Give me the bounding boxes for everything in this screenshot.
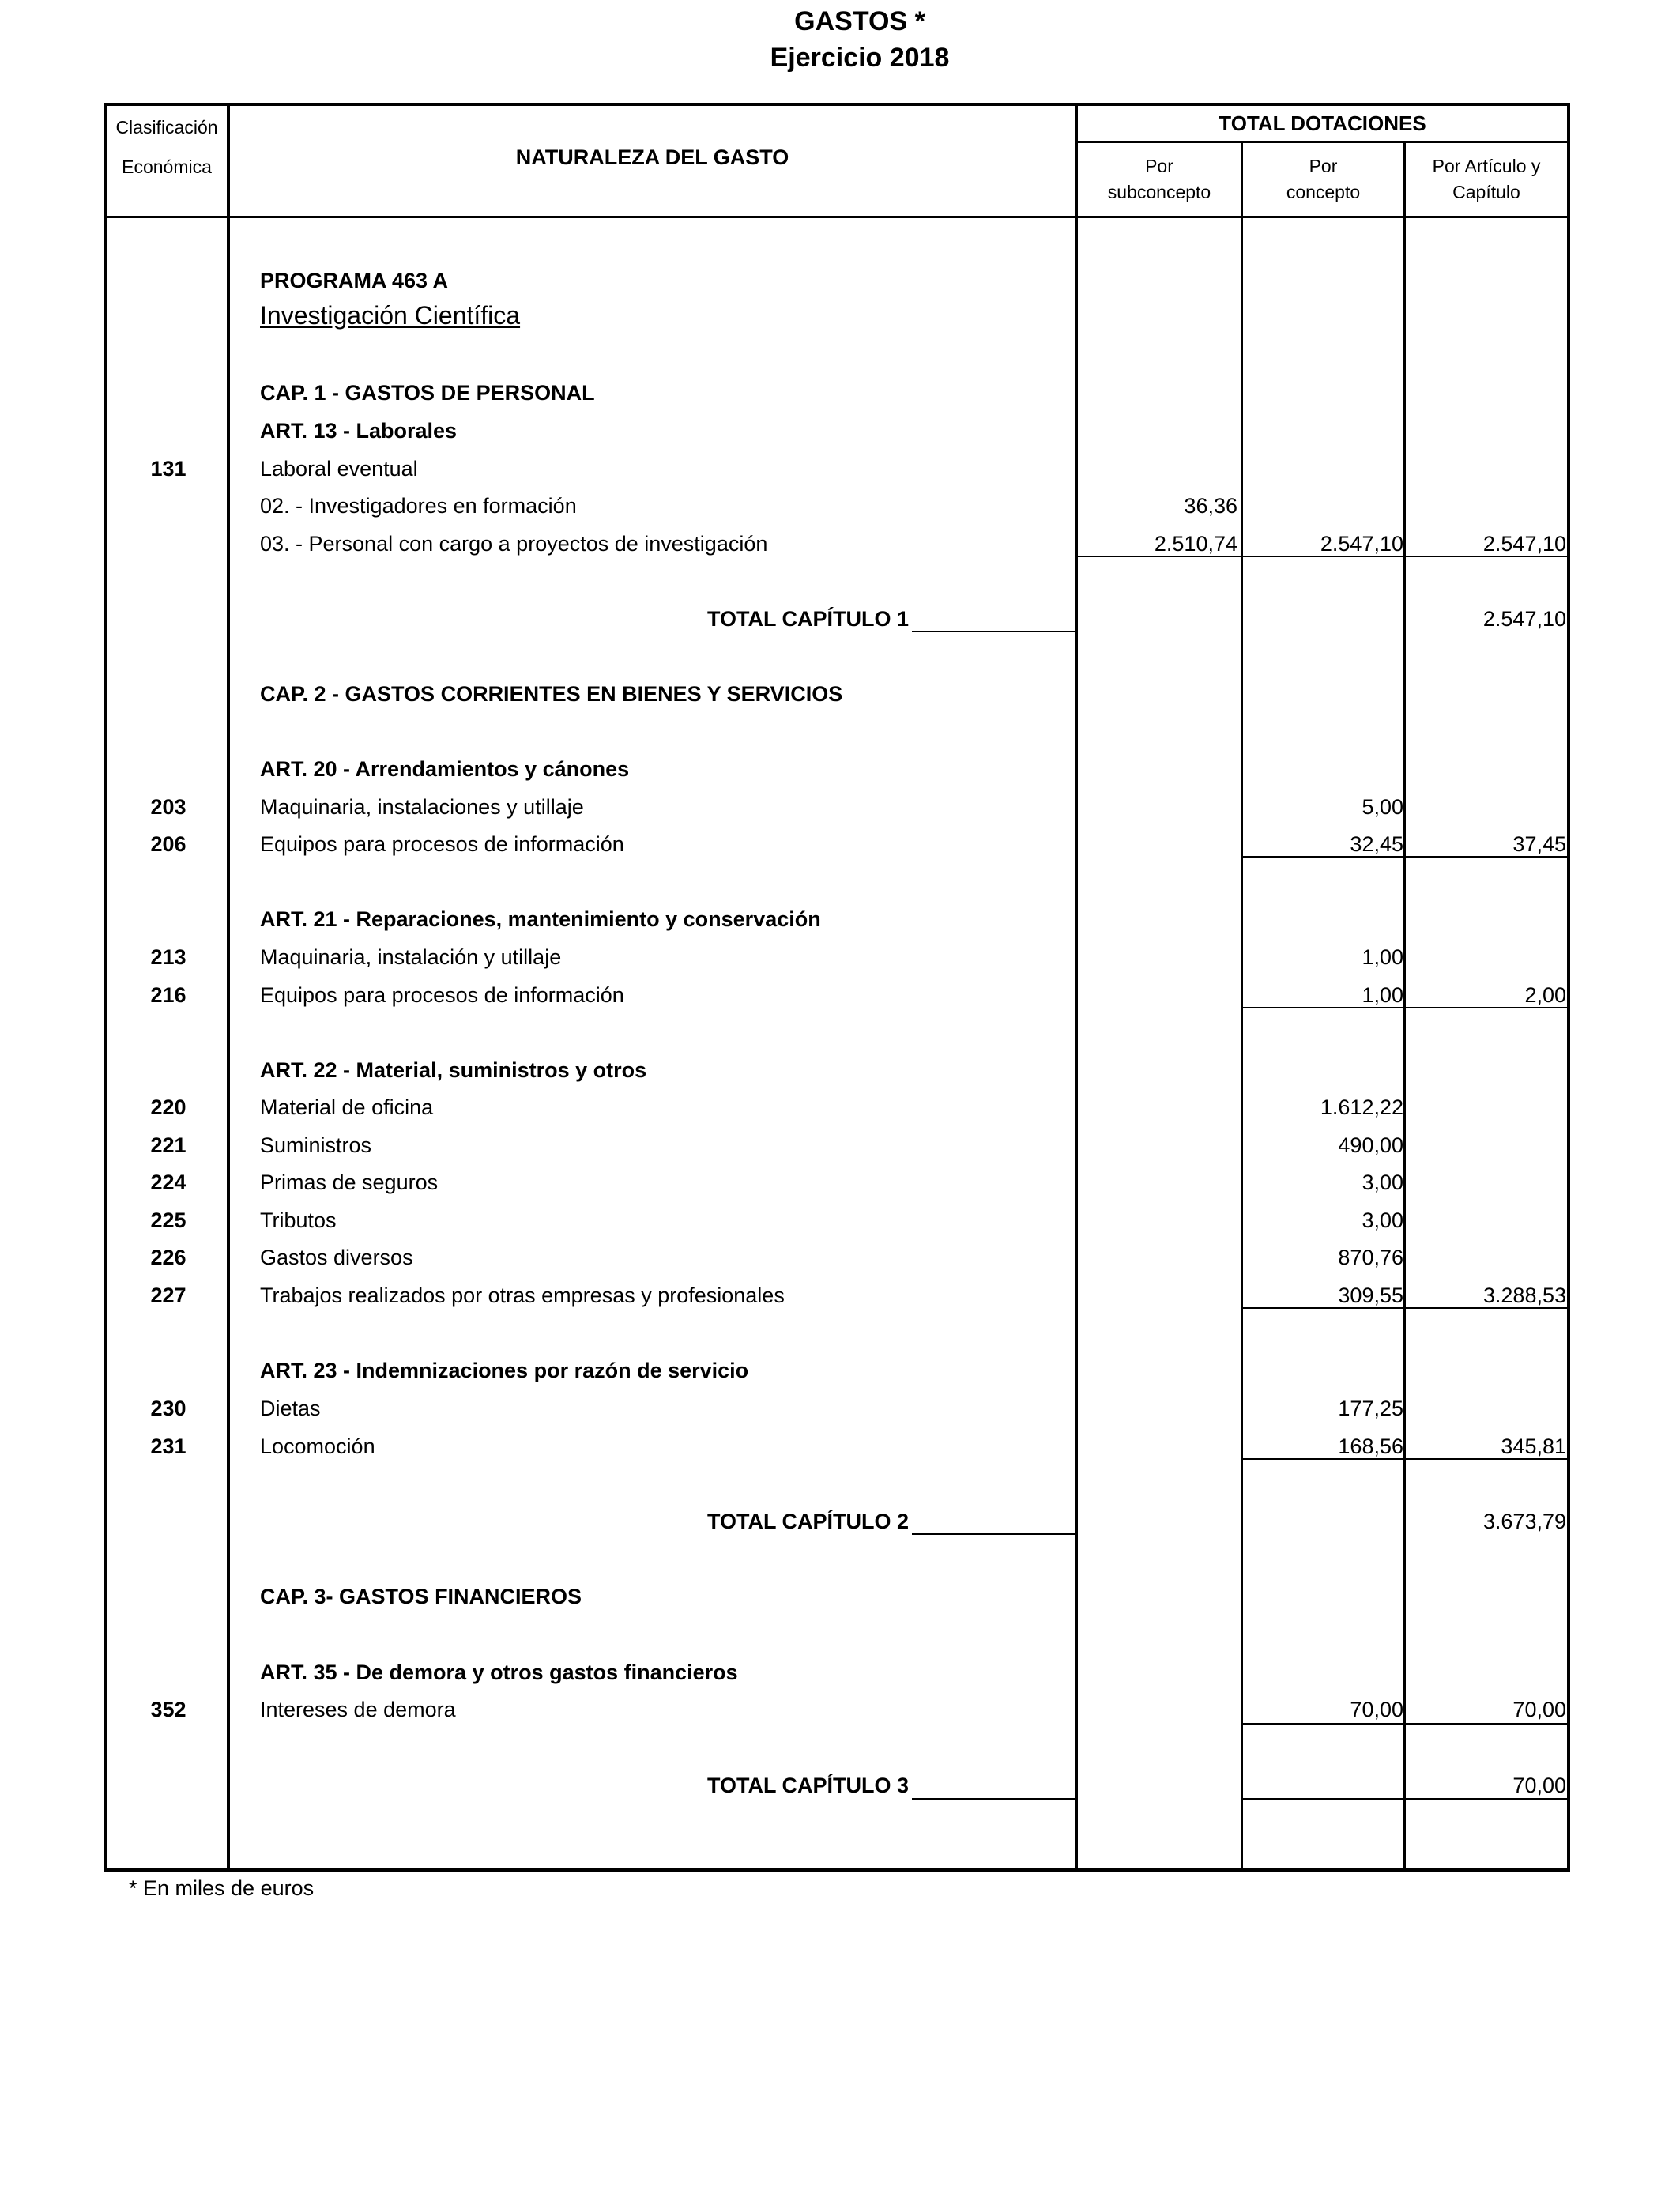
row-code: 224 [150, 1171, 186, 1194]
row-description: 03. - Personal con cargo a proyectos de investigación [260, 532, 768, 556]
row-description: Trabajos realizados por otras empresas y profesionales [260, 1284, 785, 1307]
row-code: 216 [150, 983, 186, 1007]
article-heading: ART. 22 - Material, suministros y otros [260, 1058, 647, 1082]
chapter-heading: CAP. 1 - GASTOS DE PERSONAL [260, 381, 595, 405]
row-description: Laboral eventual [260, 457, 418, 481]
row-description: Equipos para procesos de información [260, 832, 624, 856]
row-code: 131 [150, 457, 186, 481]
header-total-dotaciones: TOTAL DOTACIONES [1219, 111, 1426, 135]
header-col2-line1: Por [1309, 156, 1338, 176]
total-chapter-value: 2.547,10 [1482, 607, 1566, 631]
concepto-value: 309,55 [1338, 1284, 1403, 1307]
header-col3-line2: Capítulo [1452, 182, 1520, 202]
row-code: 206 [150, 832, 186, 856]
header-col1-line2: subconcepto [1107, 182, 1211, 202]
programa-name: Investigación Científica [260, 301, 521, 330]
article-heading: ART. 20 - Arrendamientos y cánones [260, 757, 630, 781]
concepto-value: 32,45 [1350, 832, 1403, 856]
row-code: 213 [150, 945, 186, 969]
article-heading: ART. 13 - Laborales [260, 419, 458, 443]
articulo-value: 3.288,53 [1482, 1284, 1566, 1307]
concepto-value: 3,00 [1362, 1171, 1403, 1194]
concepto-value: 168,56 [1338, 1434, 1403, 1458]
row-description: Intereses de demora [260, 1698, 456, 1721]
row-description: Primas de seguros [260, 1171, 439, 1194]
row-code: 227 [150, 1284, 186, 1307]
articulo-value: 70,00 [1512, 1698, 1566, 1721]
total-chapter-value: 70,00 [1512, 1774, 1566, 1797]
row-description: Maquinaria, instalaciones y utillaje [260, 795, 584, 819]
concepto-value: 1,00 [1362, 945, 1403, 969]
concepto-value: 3,00 [1362, 1208, 1403, 1232]
concepto-value: 5,00 [1362, 795, 1403, 819]
article-heading: ART. 21 - Reparaciones, mantenimiento y conservación [260, 907, 821, 931]
article-heading: ART. 35 - De demora y otros gastos financieros [260, 1661, 738, 1684]
row-code: 225 [150, 1208, 186, 1232]
total-chapter-label: TOTAL CAPÍTULO 2 [706, 1510, 909, 1533]
row-description: Maquinaria, instalación y utillaje [260, 945, 562, 969]
concepto-value: 70,00 [1350, 1698, 1403, 1721]
row-description: Locomoción [260, 1434, 375, 1458]
total-chapter-value: 3.673,79 [1482, 1510, 1566, 1533]
chapter-heading: CAP. 2 - GASTOS CORRIENTES EN BIENES Y SERVICIOS [260, 682, 843, 706]
concepto-value: 1.612,22 [1320, 1095, 1403, 1119]
row-description: Equipos para procesos de información [260, 983, 624, 1007]
concepto-value: 2.547,10 [1320, 532, 1403, 556]
footnote: * En miles de euros [129, 1876, 315, 1900]
header-col2-line2: concepto [1286, 182, 1361, 202]
row-code: 226 [150, 1246, 186, 1269]
concepto-value: 870,76 [1338, 1246, 1403, 1269]
articulo-value: 2,00 [1524, 983, 1566, 1007]
subconcepto-value: 2.510,74 [1154, 532, 1237, 556]
articulo-value: 2.547,10 [1482, 532, 1566, 556]
row-description: Suministros [260, 1133, 372, 1157]
concepto-value: 490,00 [1338, 1133, 1403, 1157]
row-code: 352 [150, 1698, 186, 1721]
articulo-value: 345,81 [1501, 1434, 1566, 1458]
total-chapter-label: TOTAL CAPÍTULO 1 [706, 607, 909, 631]
row-description: 02. - Investigadores en formación [260, 494, 577, 518]
header-economica: Económica [122, 156, 212, 177]
row-code: 230 [150, 1397, 186, 1420]
row-code: 221 [150, 1133, 186, 1157]
row-description: Material de oficina [260, 1095, 434, 1119]
row-description: Tributos [260, 1208, 337, 1232]
total-chapter-label: TOTAL CAPÍTULO 3 [706, 1774, 909, 1797]
chapter-heading: CAP. 3- GASTOS FINANCIEROS [260, 1585, 582, 1608]
header-col1-line1: Por [1145, 156, 1173, 176]
concepto-value: 177,25 [1338, 1397, 1403, 1420]
page-title: GASTOS * [794, 6, 925, 36]
row-code: 203 [150, 795, 186, 819]
articulo-value: 37,45 [1512, 832, 1566, 856]
row-description: Dietas [260, 1397, 321, 1420]
row-code: 220 [150, 1095, 186, 1119]
header-naturaleza: NATURALEZA DEL GASTO [515, 145, 789, 169]
row-code: 231 [150, 1434, 186, 1458]
header-clasificacion: Clasificación [115, 117, 218, 138]
article-heading: ART. 23 - Indemnizaciones por razón de servicio [260, 1359, 749, 1382]
header-col3-line1: Por Artículo y [1432, 156, 1541, 176]
row-description: Gastos diversos [260, 1246, 413, 1269]
concepto-value: 1,00 [1362, 983, 1403, 1007]
programa-code: PROGRAMA 463 A [260, 269, 449, 292]
subconcepto-value: 36,36 [1184, 494, 1237, 518]
page-subtitle: Ejercicio 2018 [770, 43, 950, 73]
